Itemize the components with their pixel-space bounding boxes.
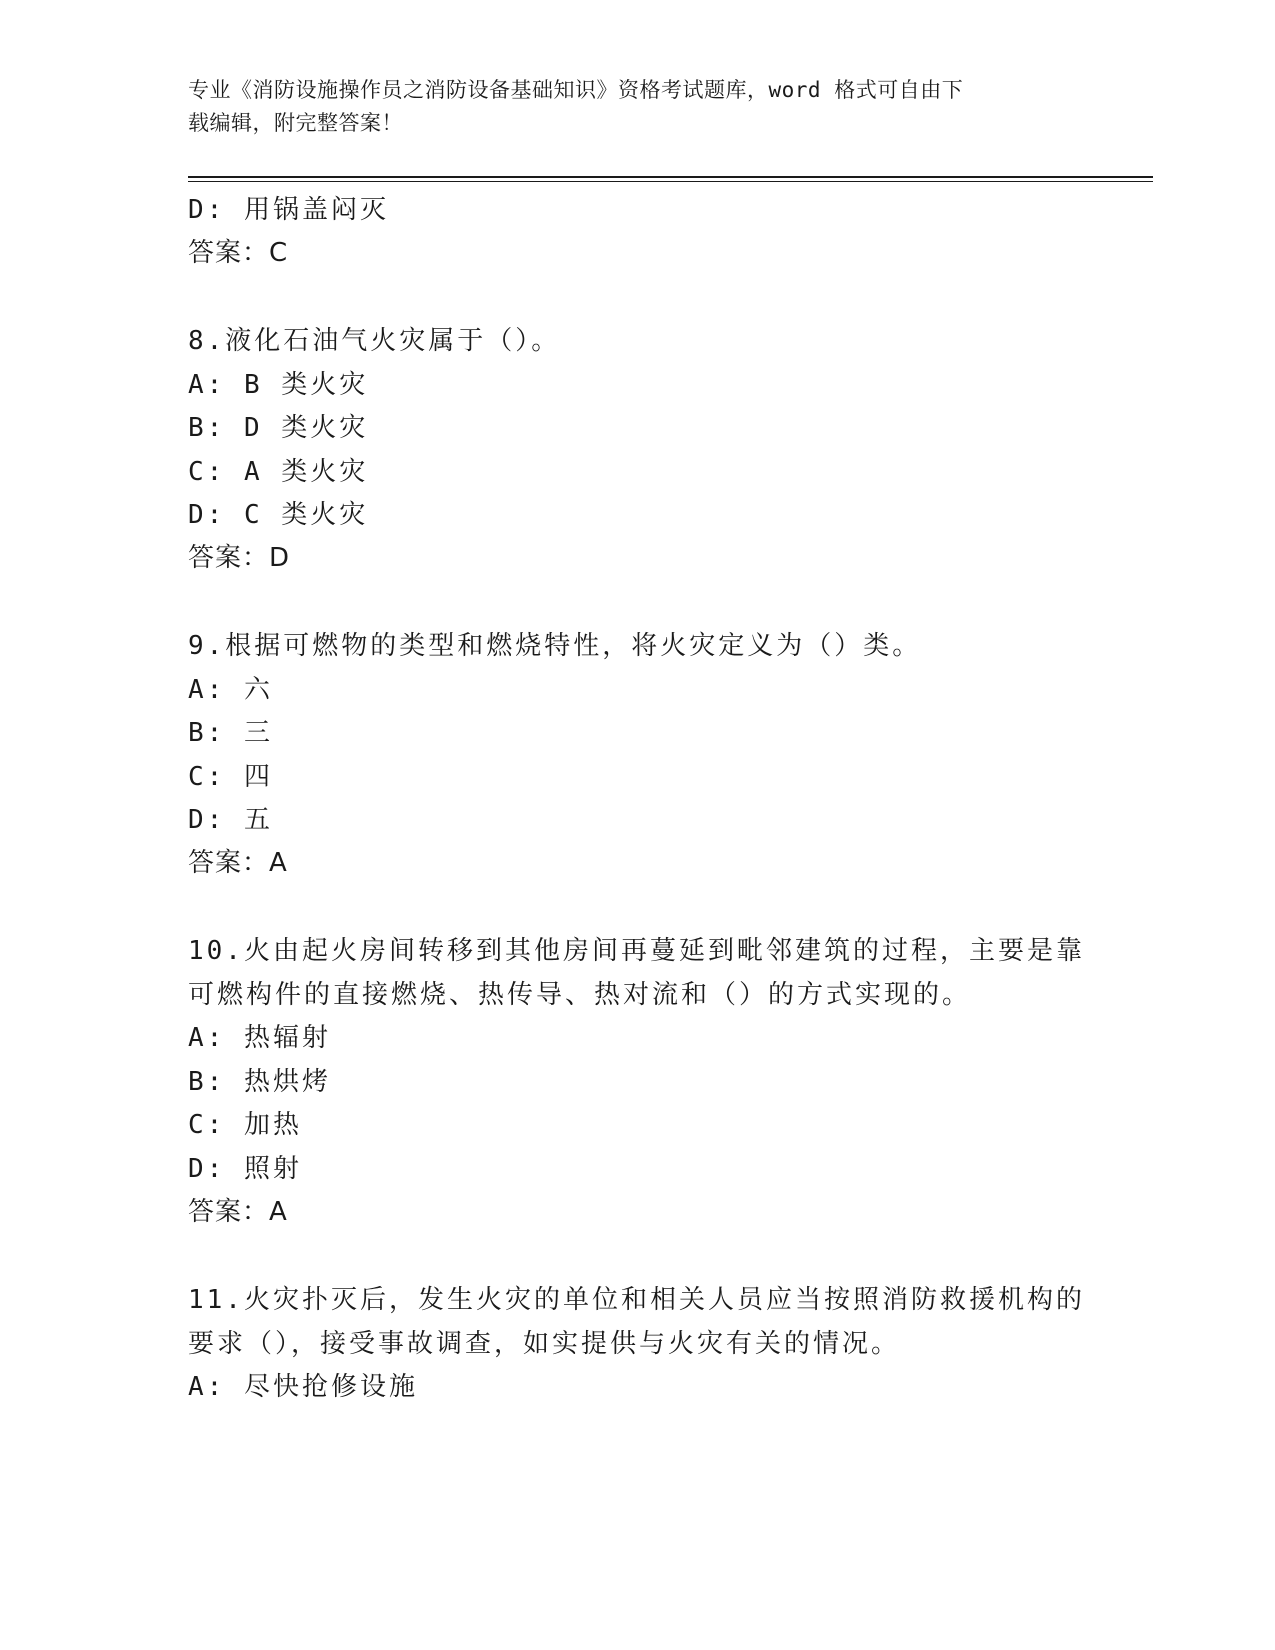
q10-option-b: B: 热烘烤 (188, 1067, 331, 1097)
q9-option-b: B: 三 (188, 718, 273, 748)
q8-option-d: D: C 类火灾 (188, 500, 369, 530)
q10-option-d: D: 照射 (188, 1154, 302, 1184)
q10-option-c: C: 加热 (188, 1110, 302, 1140)
q9-option-d: D: 五 (188, 805, 273, 835)
q11-option-a: A: 尽快抢修设施 (188, 1372, 418, 1402)
q8-answer: 答案：D (188, 543, 291, 573)
q11-question-line-2: 要求（），接受事故调查，如实提供与火灾有关的情况。 (188, 1329, 901, 1359)
q8-option-a: A: B 类火灾 (188, 370, 369, 400)
q10-question-line-1: 10.火由起火房间转移到其他房间再蔓延到毗邻建筑的过程，主要是靠 (188, 936, 1085, 966)
q8-option-c: C: A 类火灾 (188, 457, 369, 487)
header-line-2: 载编辑，附完整答案！ (188, 111, 403, 135)
q7-option-d: D: 用锅盖闷灭 (188, 195, 389, 225)
q11-question-line-1: 11.火灾扑灭后，发生火灾的单位和相关人员应当按照消防救援机构的 (188, 1285, 1085, 1315)
q9-option-c: C: 四 (188, 762, 273, 792)
q10-answer: 答案：A (188, 1197, 288, 1227)
q8-option-b: B: D 类火灾 (188, 413, 369, 443)
q9-answer: 答案：A (188, 848, 288, 878)
q9-question: 9.根据可燃物的类型和燃烧特性，将火灾定义为（）类。 (188, 631, 922, 661)
header-rule-thin (188, 181, 1153, 182)
q10-option-a: A: 热辐射 (188, 1023, 331, 1053)
q10-question-line-2: 可燃构件的直接燃烧、热传导、热对流和（）的方式实现的。 (188, 980, 972, 1010)
document-header (188, 74, 1068, 140)
header-line-1: 专业《消防设施操作员之消防设备基础知识》资格考试题库，word 格式可自由下 (188, 78, 964, 102)
header-rule-thick (188, 176, 1153, 178)
q8-question: 8.液化石油气火灾属于（）。 (188, 326, 561, 356)
q7-answer: 答案：C (188, 238, 289, 268)
q9-option-a: A: 六 (188, 675, 273, 705)
